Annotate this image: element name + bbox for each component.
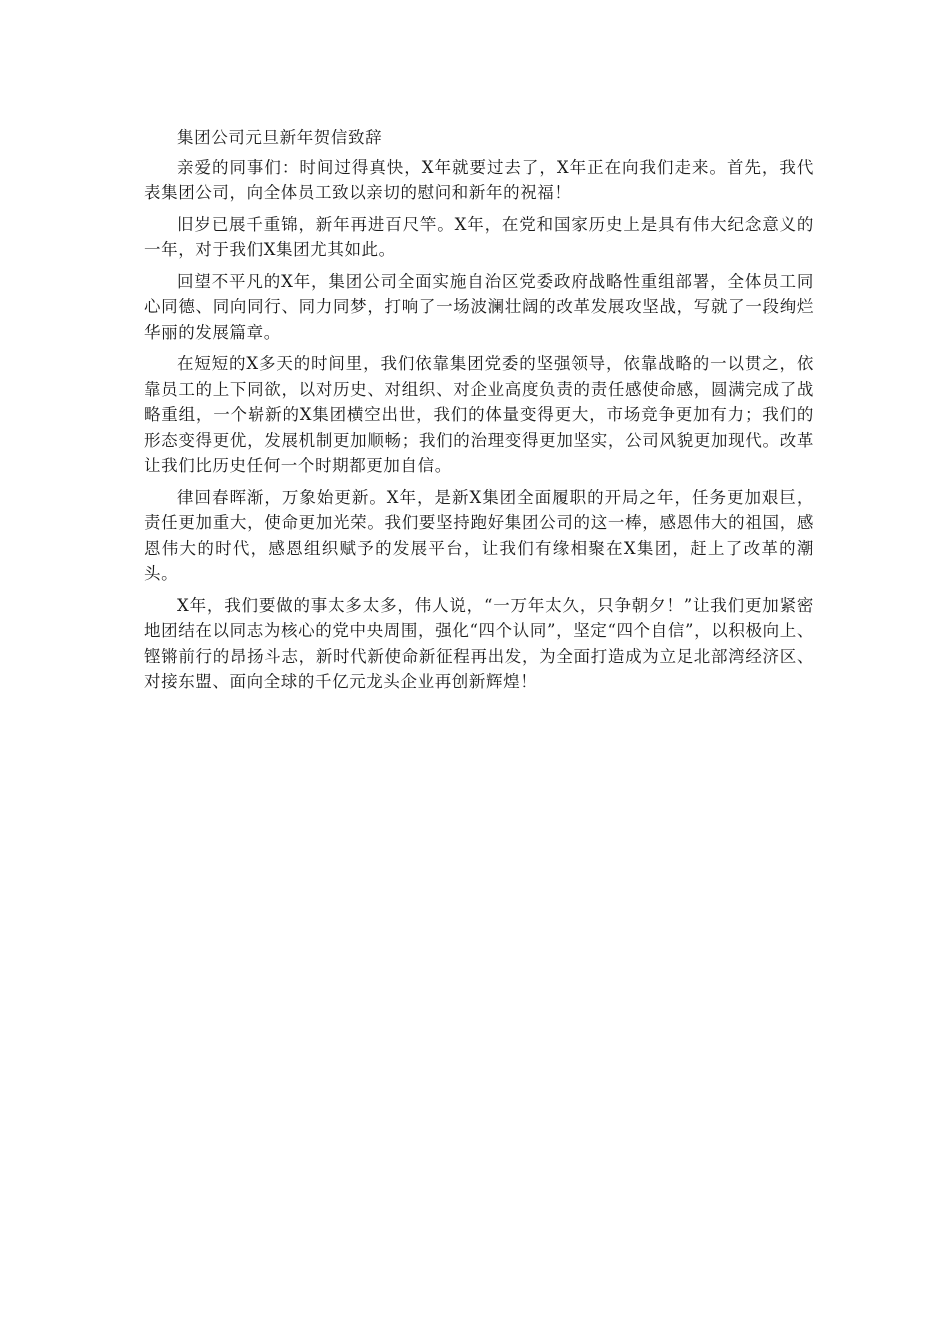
paragraph-review: 回望不平凡的X年，集团公司全面实施自治区党委政府战略性重组部署，全体员工同心同德、同向同行、同力同梦，打响了一场波澜壮阔的改革发展攻坚战，写就了一段绚烂华丽的发展篇章。 xyxy=(144,271,814,342)
paragraph-greeting: 亲爱的同事们：时间过得真快，X年就要过去了，X年正在向我们走来。首先，我代表集团公司，向全体员工致以亲切的慰问和新年的祝福！ xyxy=(144,157,814,202)
document-title: 集团公司元旦新年贺信致辞 xyxy=(177,128,383,147)
paragraph-new-start: 律回春晖渐，万象始更新。X年，是新X集团全面履职的开局之年，任务更加艰巨，责任更加重大，使命更加光荣。我们要坚持跑好集团公司的这一棒，感恩伟大的祖国，感恩伟大的时代，感恩组织赋予的发展平台，让我们有缘相聚在X集团，赶上了改革的潮头。 xyxy=(144,487,814,583)
paragraph-achievements: 在短短的X多天的时间里，我们依靠集团党委的坚强领导，依靠战略的一以贯之，依靠员工的上下同欲，以对历史、对组织、对企业高度负责的责任感使命感，圆满完成了战略重组，一个崭新的X集团横空出世，我们的体量变得更大，市场竞争更加有力；我们的形态变得更优，发展机制更加顺畅；我们的治理变得更加坚实，公司风貌更加现代。改革让我们比历史任何一个时期都更加自信。 xyxy=(144,354,814,475)
paragraph-old-year: 旧岁已展千重锦，新年再进百尺竿。X年，在党和国家历史上是具有伟大纪念意义的一年，对于我们X集团尤其如此。 xyxy=(144,214,814,259)
document-body xyxy=(144,125,814,701)
paragraph-closing: X年，我们要做的事太多太多，伟人说，“一万年太久，只争朝夕！”让我们更加紧密地团结在以同志为核心的党中央周围，强化“四个认同”，坚定“四个自信”，以积极向上、铿锵前行的昂扬斗志，新时代新使命新征程再出发，为全面打造成为立足北部湾经济区、对接东盟、面向全球的千亿元龙头企业再创新辉煌！ xyxy=(144,595,814,691)
